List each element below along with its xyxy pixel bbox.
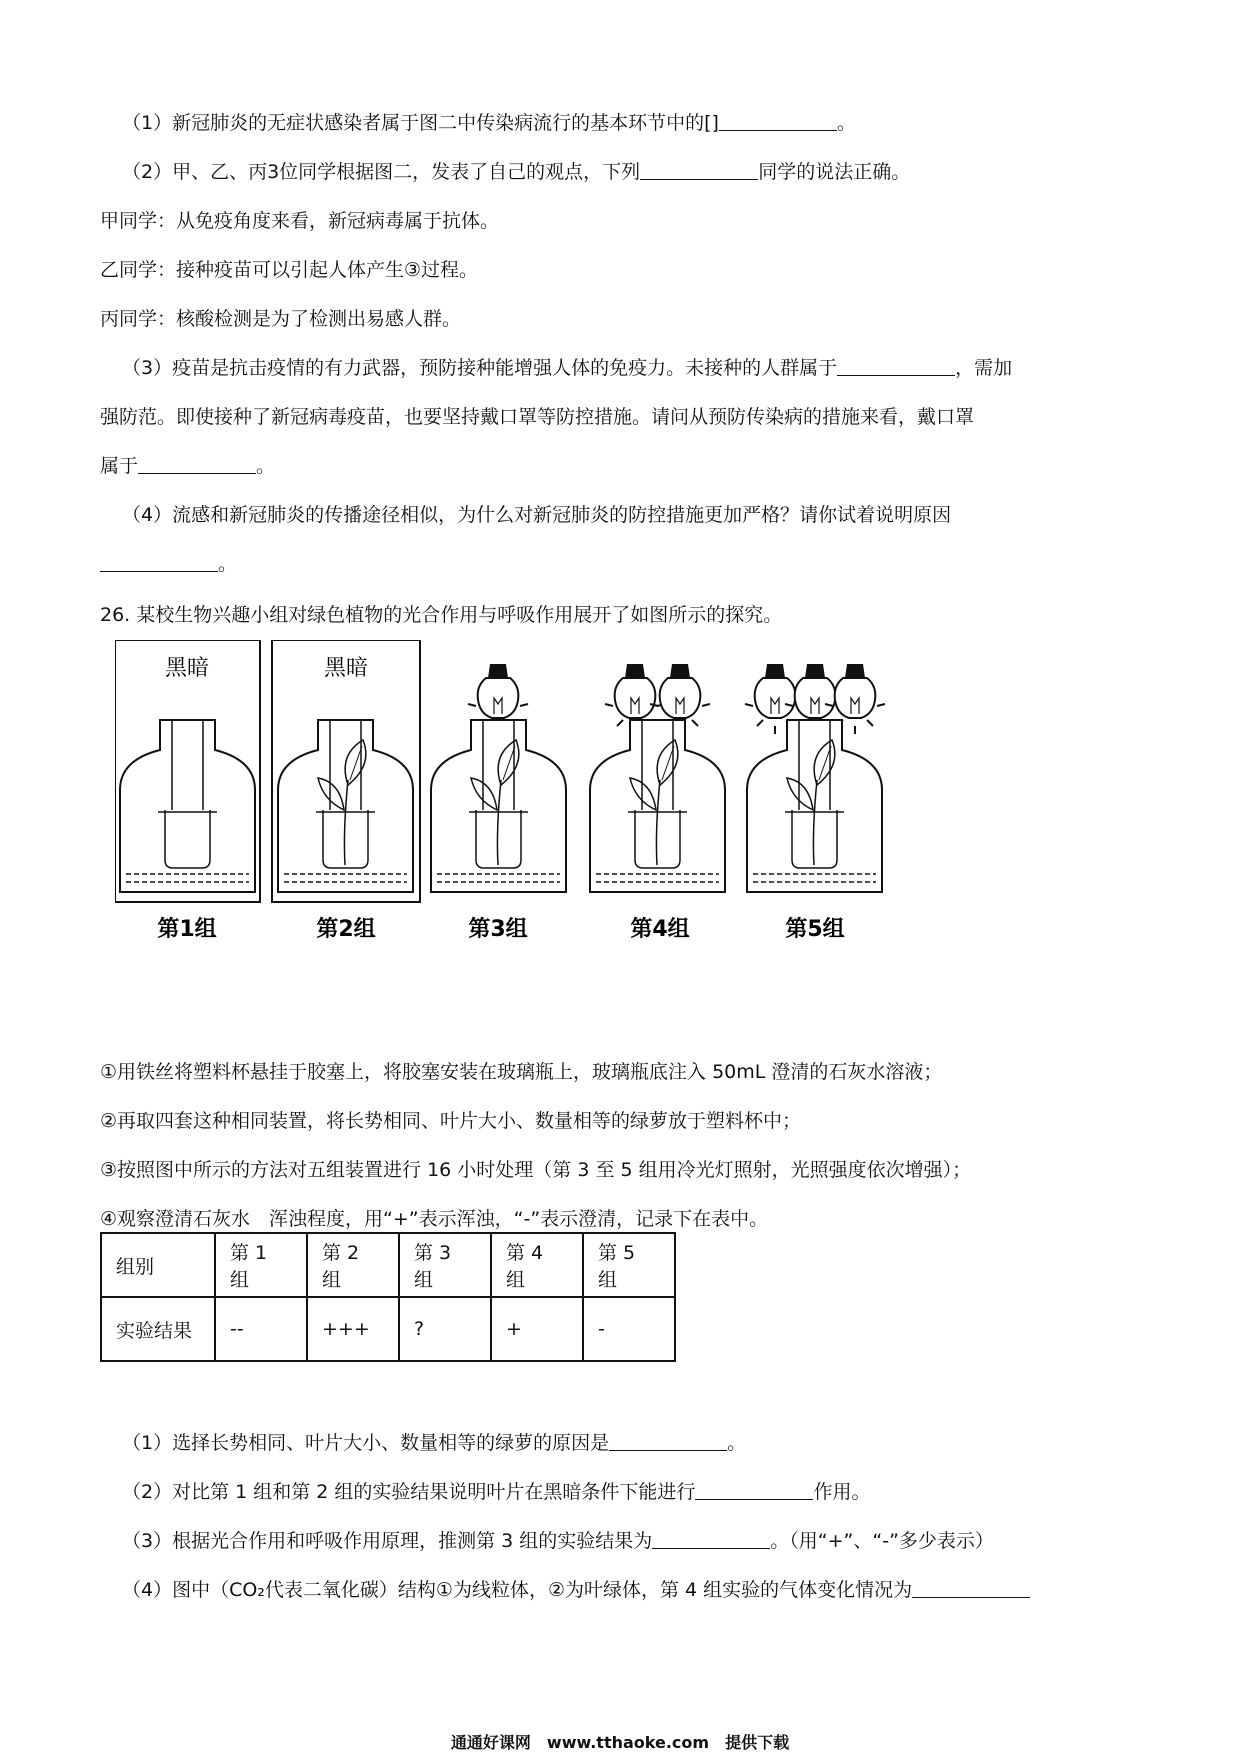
group-label: 第5组 [785, 917, 845, 942]
sub-question-4: （4）图中（CO₂代表二氧化碳）结构①为线粒体，②为叶绿体，第 4 组实验的气体变化情况为 [122, 1575, 1030, 1602]
answer-blank [609, 1432, 727, 1451]
group-4-apparatus [590, 664, 725, 942]
table-cell: 第 2 组 [307, 1233, 399, 1297]
experiment-figure [115, 640, 945, 990]
step-3: ③按照图中所示的方法对五组装置进行 16 小时处理（第 3 至 5 组用冷光灯照射，光照强度依次增强）； [100, 1159, 972, 1181]
table-cell: -- [215, 1297, 307, 1361]
dark-label: 黑暗 [323, 656, 369, 681]
answer-blank [100, 553, 218, 572]
student-jia: 甲同学：从免疫角度来看，新冠病毒属于抗体。 [100, 210, 500, 232]
question-3-line2: 强防范。即使接种了新冠病毒疫苗，也要坚持戴口罩等防控措施。请问从预防传染病的措施来看，戴口罩 [100, 406, 975, 428]
student-yi: 乙同学：接种疫苗可以引起人体产生③过程。 [100, 259, 479, 281]
table-row [101, 1297, 675, 1361]
row-header: 组别 [101, 1233, 215, 1297]
group-label: 第3组 [468, 917, 528, 942]
student-bing: 丙同学：核酸检测是为了检测出易感人群。 [100, 308, 462, 330]
group-label: 第2组 [316, 917, 376, 942]
question-4-line2: 。 [100, 549, 237, 576]
question-4-line1: （4）流感和新冠肺炎的传播途径相似，为什么对新冠肺炎的防控措施更加严格？请你试着说明原因 [122, 504, 952, 526]
answer-blank [652, 1530, 770, 1549]
group-3-apparatus [431, 664, 566, 942]
answer-blank [640, 161, 758, 180]
sub-question-3: （3）根据光合作用和呼吸作用原理，推测第 3 组的实验结果为 。（用“+”、“-”多少表示） [122, 1530, 994, 1552]
table-cell: +++ [307, 1297, 399, 1361]
answer-blank [719, 112, 837, 131]
group-1-apparatus [115, 640, 260, 942]
table-cell: 第 1 组 [215, 1233, 307, 1297]
row-header: 实验结果 [101, 1297, 215, 1361]
sub-question-2: （2）对比第 1 组和第 2 组的实验结果说明叶片在黑暗条件下能进行 作用。 [122, 1481, 871, 1503]
page-footer: 通通好课网 www.tthaoke.com 提供下载 [450, 1733, 790, 1752]
question-26-title: 26. 某校生物兴趣小组对绿色植物的光合作用与呼吸作用展开了如图所示的探究。 [100, 604, 783, 626]
dark-label: 黑暗 [164, 656, 210, 681]
table-cell: 第 5 组 [583, 1233, 675, 1297]
answer-blank [695, 1481, 813, 1500]
table-cell: 第 4 组 [491, 1233, 583, 1297]
result-table [100, 1232, 676, 1362]
group-5-apparatus [745, 664, 885, 942]
table-cell: ? [399, 1297, 491, 1361]
table-cell: + [491, 1297, 583, 1361]
question-3-line3: 属于 。 [100, 455, 276, 477]
question-3-line1: （3）疫苗是抗击疫情的有力武器，预防接种能增强人体的免疫力。未接种的人群属于 ，需加 [122, 357, 1013, 379]
step-4: ④观察澄清石灰水 浑浊程度，用“+”表示浑浊，“-”表示澄清，记录下在表中。 [100, 1208, 769, 1230]
step-2: ②再取四套这种相同装置，将长势相同、叶片大小、数量相等的绿萝放于塑料杯中； [100, 1110, 802, 1132]
table-row [101, 1233, 675, 1297]
table-cell: - [583, 1297, 675, 1361]
group-2-apparatus [272, 640, 420, 942]
table-cell: 第 3 组 [399, 1233, 491, 1297]
answer-blank [912, 1579, 1030, 1598]
group-label: 第1组 [157, 917, 217, 942]
sub-question-1: （1）选择长势相同、叶片大小、数量相等的绿萝的原因是 。 [122, 1432, 747, 1454]
answer-blank [837, 357, 955, 376]
group-label: 第4组 [630, 917, 690, 942]
step-1: ①用铁丝将塑料杯悬挂于胶塞上，将胶塞安装在玻璃瓶上，玻璃瓶底注入 50mL 澄清的石灰水溶液； [100, 1061, 943, 1083]
answer-blank [138, 455, 256, 474]
question-2: （2）甲、乙、丙3位同学根据图二，发表了自己的观点，下列 同学的说法正确。 [122, 161, 911, 183]
question-1: （1）新冠肺炎的无症状感染者属于图二中传染病流行的基本环节中的[] 。 [122, 112, 856, 134]
